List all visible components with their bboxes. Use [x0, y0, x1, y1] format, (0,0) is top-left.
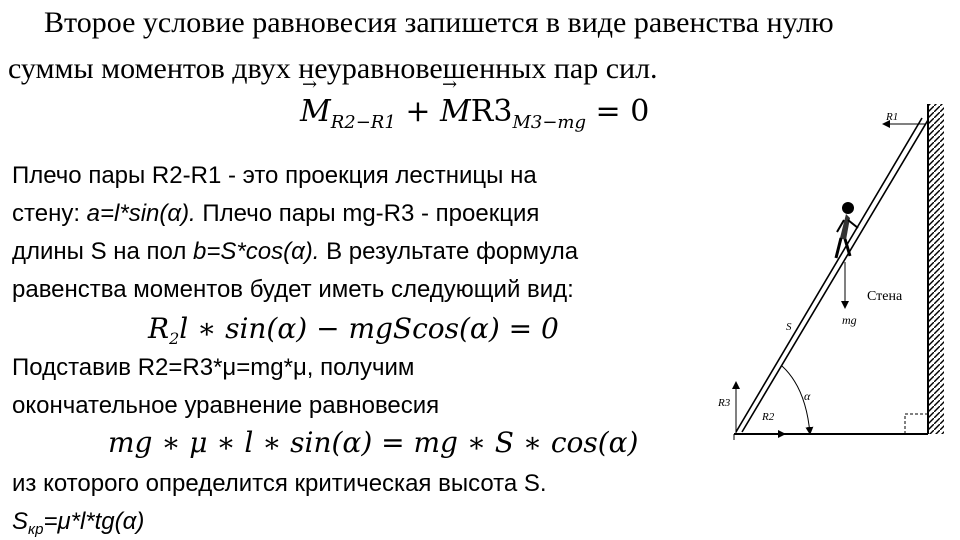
- ladder-rail-1: [736, 118, 922, 432]
- equation-moments-vector: [300, 94, 649, 133]
- p1l2-b: a=l*sin(α).: [86, 200, 196, 227]
- paragraph1-line1: Плечо пары R2-R1 - это проекция лестницы на: [12, 162, 537, 189]
- skr-s: S: [12, 508, 29, 535]
- p1l3-c: В результате формула: [319, 238, 579, 265]
- p1l3-b: b=S*cos(α).: [193, 238, 320, 265]
- paragraph1-line4: равенства моментов будет иметь следующий вид:: [12, 276, 574, 303]
- eq2-sub: 2: [169, 329, 180, 348]
- equation-final-equilibrium: mg ∗ μ ∗ l ∗ sin(α) = mg ∗ S ∗ cos(α): [108, 426, 639, 459]
- eq1-rhs: = 0: [586, 94, 650, 129]
- person-figure: [836, 202, 858, 258]
- skr-sub: кр: [28, 521, 44, 538]
- title-line-1: Второе условие равновесия запишется в виде равенства нулю: [44, 6, 834, 39]
- label-r2: R2: [762, 411, 775, 423]
- eq1-subscript-1: R2−R1: [330, 112, 396, 133]
- moment-vector-m1: → M: [300, 94, 331, 129]
- eq2-rest: l ∗ sin(α) − mgScos(α) = 0: [179, 312, 559, 345]
- paragraph1-line2: [12, 200, 539, 228]
- eq2-r: R: [148, 312, 170, 345]
- label-alpha: α: [804, 389, 811, 403]
- equation-moment-balance: [148, 312, 559, 348]
- p1l2-a: стену:: [12, 200, 87, 227]
- paragraph3-line1: из которого определится критическая высота S.: [12, 470, 547, 497]
- label-r3: R3: [718, 397, 731, 409]
- ladder-rail-2: [742, 120, 928, 432]
- label-s: S: [786, 321, 792, 333]
- label-wall: Стена: [867, 289, 903, 304]
- skr-rest: =μ*l*tg(α): [43, 508, 145, 535]
- wall-hatching: [928, 104, 944, 434]
- moment-vector-m2: → M: [440, 94, 471, 129]
- label-r1: R1: [886, 111, 899, 123]
- p1l3-a: длины S на пол: [12, 238, 194, 265]
- paragraph2-line1: Подставив R2=R3*μ=mg*μ, получим: [12, 354, 415, 381]
- p1l2-c: Плечо пары mg-R3 - проекция: [195, 200, 540, 227]
- eq1-subscript-2: M3−mg: [512, 112, 586, 133]
- eq1-plus: +: [395, 94, 441, 129]
- title-line-2: суммы моментов двух неуравновешенных пар сил.: [8, 52, 658, 85]
- paragraph1-line3: [12, 238, 578, 266]
- critical-height-formula: [12, 508, 144, 538]
- paragraph2-line2: окончательное уравнение равновесия: [12, 392, 440, 419]
- right-angle-mark: [905, 414, 928, 434]
- label-mg: mg: [842, 313, 857, 327]
- eq1-r3: R3: [470, 94, 513, 129]
- ladder-diagram: [700, 100, 950, 445]
